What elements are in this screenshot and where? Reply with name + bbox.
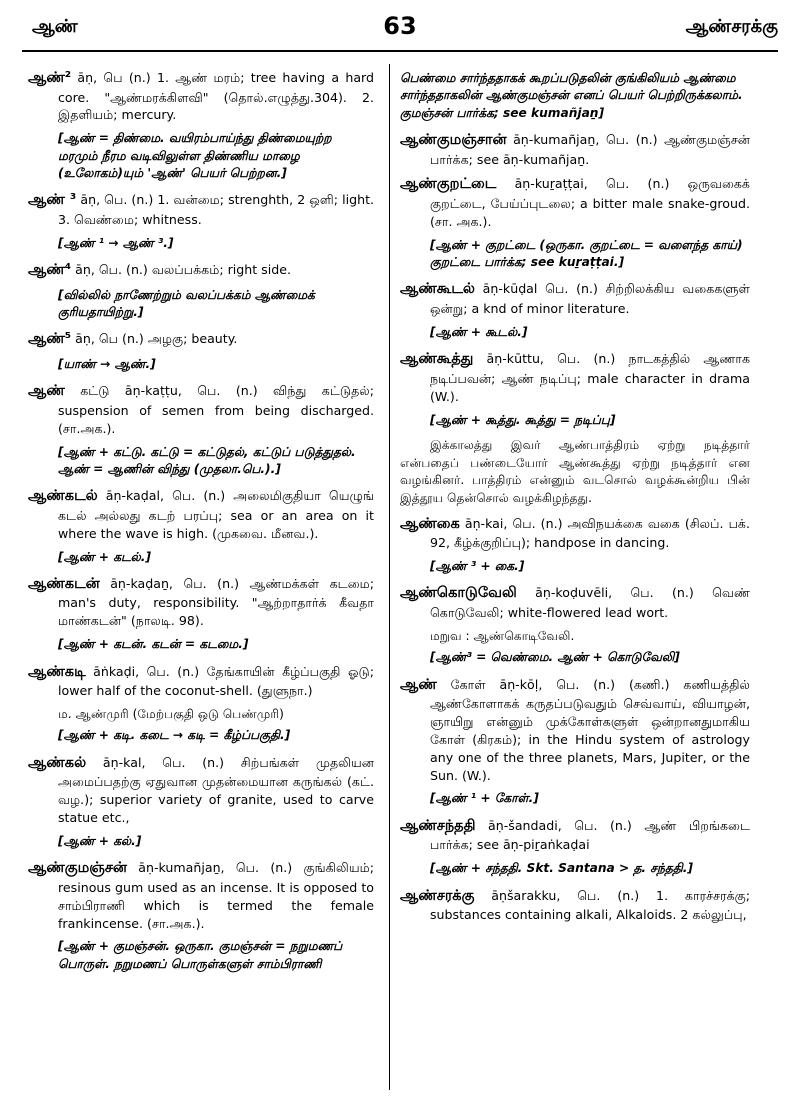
dictionary-entry: ஆண்குமஞ்சான் āṇ-kumañjaṉ, பெ. (n.) ஆண்குமஞ்சன் பார்க்க; see āṇ-kumañjaṉ. (400, 131, 750, 167)
etymology-note: [ஆண் + குமஞ்சன். ஒருகா. குமஞ்சன் = நறுமணப் பொருள். நறுமணப் பொருள்களுள் சாம்பிராணி (58, 939, 343, 971)
page-number: 63 (383, 12, 417, 40)
etymology-note: [வில்லில் நாணேற்றும் வலப்பக்கம் ஆண்மைக் குரியதாயிற்று.] (58, 287, 315, 319)
dictionary-entry: ஆண்குமஞ்சன் āṇ-kumañjaṉ, பெ. (n.) குங்கிலியம்; resinous gum used as an incense. It is opposed to சாம்பிராணி which is termed the female frankincense. (சா.அக.). (28, 860, 374, 931)
dictionary-entry: ஆண் கோள் āṇ-kōḷ, பெ. (n.) (கணி.) கணியத்தில் ஆண்கோளாகக் கருதப்படுவதும் செவ்வாய், வியாழன், ஞாயிறு என்னும் முக்கோள்களுள் ஒன்றானதுமாகிய கோள் (கிரகம்); in the Hindu system of astrology any one of the three planets, Mars, Jupiter, or the Sun. (W.). (400, 676, 750, 783)
etymology-note: [ஆண் + கட்டு. கட்டு = கட்டுதல், கட்டுப் படுத்துதல். ஆண் = ஆணின் விந்து (முதலா.பெ.).] (58, 444, 356, 476)
header-rule (22, 50, 778, 52)
dictionary-entry: ஆண்கடி āṅkaḍi, பெ. (n.) தேங்காயின் கீழ்ப்பகுதி ஓடு; lower half of the coconut-shell. (துளுநா.) (28, 663, 374, 699)
headword: ஆண்கல் (28, 754, 87, 771)
headword: ஆண்குமஞ்சான் (400, 131, 507, 148)
dictionary-entry: ஆண்கூடல் āṇ-kūḍal பெ. (n.) சிற்றிலக்கிய வகைகளுள் ஒன்று; a knd of minor literature. (400, 281, 750, 316)
right-column (400, 68, 750, 930)
etymology-note: [ஆண் + குறட்டை (ஒருகா. குறட்டை = வளைந்த காய்) குறட்டை பார்க்க; see kuṟaṭṭai.] (430, 237, 743, 270)
dictionary-entry: ஆண்கல் āṇ-kal, பெ. (n.) சிற்பங்கள் முதலியன அமைப்பதற்கு ஏதுவான முதன்மையான கருங்கல் (கட். வழ.); superior variety of granite, used to carve statue etc., (28, 754, 374, 825)
headword: ஆண்கூத்து (400, 351, 474, 368)
dictionary-entry: ஆண்குறட்டை āṇ-kuṟaṭṭai, பெ. (n.) ஒருவகைக் குறட்டை, பேய்ப்புடலை; a bitter male snake-groud. (சா. அக.). (400, 176, 750, 229)
headword: ஆண்கை (400, 515, 460, 532)
etymology-note: [ஆண் + சந்ததி. Skt. Santana > த. சந்ததி.] (430, 861, 693, 876)
headword: ஆண்கடன் (28, 575, 100, 592)
headword: ஆண்குமஞ்சன் (28, 860, 127, 877)
cognate-row: மறுவ : ஆண்கொடிவேலி. (430, 628, 575, 643)
page-header (22, 10, 778, 48)
dictionary-entry: ஆண் கட்டு āṇ-kaṭṭu, பெ. (n.) விந்து கட்டுதல்; suspension of semen from being discharged. (சா.அக.). (28, 383, 374, 436)
headword: ஆண் ³ (28, 192, 77, 209)
headword: ஆண்சந்ததி (400, 817, 476, 834)
headword: ஆண்குறட்டை (400, 176, 497, 193)
etymology-note: [ஆண் ³ + கை.] (430, 559, 525, 574)
headword: ஆண் (28, 383, 65, 400)
headword: ஆண்⁵ (28, 331, 72, 348)
headword: ஆண்⁴ (28, 262, 72, 279)
etymology-note: [ஆண் + கல்.] (58, 833, 142, 848)
usage-note: இக்காலத்து இவர் ஆண்பாத்திரம் ஏற்று நடித்தார் என்பதைப் பண்டையோர் ஆண்கூத்து ஏற்று நடித்தார் என வழங்கினர். பாத்திரம் என்னும் வடசொல் வழக்கூன்றிய பின் இத்தூய தென்சொல் வழக்கிழந்தது. (400, 437, 750, 505)
headword: ஆண்² (28, 70, 72, 86)
dictionary-entry: ஆண்கடன் āṇ-kaḍaṉ, பெ. (n.) ஆண்மக்கள் கடமை; man's duty, responsibility. "ஆற்றாதார்க் கீவதா மாண்கடன்" (நாலடி. 98). (28, 575, 374, 629)
headword: ஆண்சரக்கு (400, 887, 475, 904)
etymology-note: [ஆண் ¹ → ஆண் ³.] (58, 235, 174, 250)
etymology-note: [ஆண்³ = வெண்மை. ஆண் + கொடுவேலி] (430, 650, 680, 665)
etymology-note: [ஆண் ¹ + கோள்.] (430, 791, 539, 806)
dictionary-entry: ஆண்சரக்கு āṇšarakku, பெ. (n.) 1. காரச்சரக்கு; substances containing alkali, Alkaloids. 2 கல்லுப்பு, (400, 887, 750, 923)
etymology-note: [யாண் → ஆண்.] (58, 356, 156, 371)
dictionary-entry: ஆண்² āṇ, பெ (n.) 1. ஆண் மரம்; tree having a hard core. "ஆண்மரக்கிளவி" (தொல்.எழுத்து.304). 2. இதளியம்; mercury. (28, 70, 374, 123)
etymology-note: [ஆண் + கடன். கடன் = கடமை.] (58, 637, 249, 652)
headword: ஆண்கூடல் (400, 281, 475, 298)
headword: ஆண்கொடுவேலி (400, 585, 517, 602)
dictionary-entry: ஆண்கடல் āṇ-kaḍal, பெ. (n.) அலைமிகுதியா யெழுங் கடல் அல்லது கடற் பரப்பு; sea or an area on it where the wave is high. (முகவை. மீனவ.). (28, 488, 374, 541)
headword: ஆண் (400, 676, 437, 693)
etymology-note: [ஆண் + கூடல்.] (430, 324, 528, 339)
etymology-note: [ஆண் + கடல்.] (58, 549, 152, 564)
etymology-continuation: பெண்மை சார்ந்ததாகக் கூறப்படுதலின் குங்கிலியம் ஆண்மை சார்ந்ததாகலின் ஆண்குமஞ்சன் எனப் பெயர் பெற்றிருக்கலாம். குமஞ்சன் பார்க்க; see kumañjaṉ] (400, 71, 743, 120)
etymology-note: [ஆண் + கடி. கடை → கடி = கீழ்ப்பகுதி.] (58, 728, 291, 743)
running-head-left: ஆண் (32, 16, 78, 37)
dictionary-entry: ஆண்⁴ āṇ, பெ. (n.) வலப்பக்கம்; right side. (28, 262, 291, 279)
dictionary-entry: ஆண்சந்ததி āṇ-šandadi, பெ. (n.) ஆண் பிறங்கடை பார்க்க; see āṇ-piṟaṅkaḍai (400, 817, 750, 853)
etymology-note: [ஆண் + கூத்து. கூத்து = நடிப்பு] (430, 412, 616, 427)
dictionary-entry: ஆண்கை āṇ-kai, பெ. (n.) அவிநயக்கை வகை (சிலப். பக். 92, கீழ்க்குறிப்பு); handpose in dancing. (400, 515, 750, 551)
dictionary-entry: ஆண்கூத்து āṇ-kūttu, பெ. (n.) நாடகத்தில் ஆணாக நடிப்பவன்; ஆண் நடிப்பு; male character in drama (W.). (400, 351, 750, 404)
left-column (28, 68, 374, 981)
column-divider (389, 64, 390, 1090)
dictionary-entry: ஆண் ³ āṇ, பெ. (n.) 1. வன்மை; strenghth, 2 ஒளி; light. 3. வெண்மை; whitness. (28, 192, 375, 227)
dictionary-entry: ஆண்கொடுவேலி āṇ-koḍuvēli, பெ. (n.) வெண் கொடுவேலி; white-flowered lead wort. (400, 585, 750, 620)
headword: ஆண்கடி (28, 663, 86, 680)
cognate-row: ம. ஆண்முரி (மேற்பகுதி ஒடு பெண்முரி) (58, 706, 284, 721)
headword: ஆண்கடல் (28, 488, 98, 505)
running-head-right: ஆண்சரக்கு (685, 16, 778, 37)
dictionary-entry: ஆண்⁵ āṇ, பெ (n.) அழகு; beauty. (28, 331, 238, 348)
etymology-note: [ஆண் = திண்மை. வயிரம்பாய்ந்து திண்மையுற்ற மரமும் நீரம வடிவிலுள்ள திண்ணிய மாழை (உலோகம்)யும் 'ஆண்' பெயர் பெற்றன.] (58, 131, 332, 180)
